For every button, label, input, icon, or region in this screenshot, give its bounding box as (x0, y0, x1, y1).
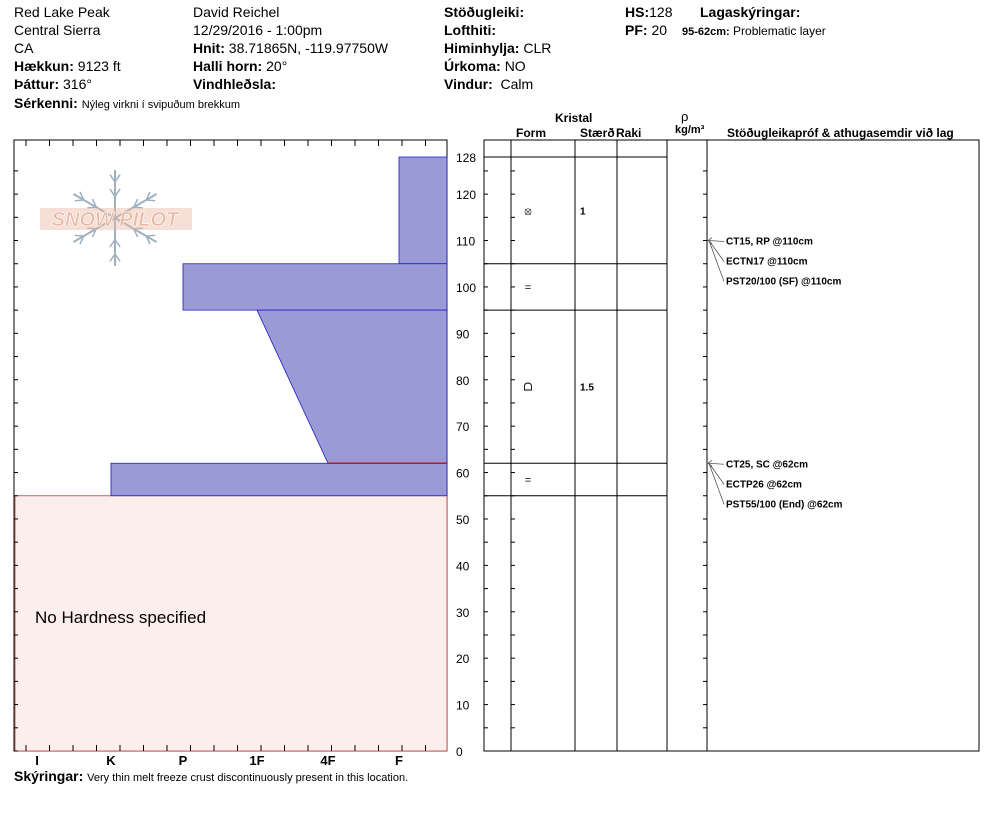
stability-test-0-2: PST20/100 (SF) @110cm (726, 276, 842, 288)
stability-test-1-0: CT25, SC @62cm (726, 459, 809, 471)
snowflake-branch (75, 235, 84, 236)
hardness-label-1f: 1F (249, 753, 265, 768)
hardness-label-p: P (178, 753, 188, 768)
elevation-label: Hækkun: (14, 58, 74, 74)
hardness-label-f: F (395, 753, 403, 768)
precip-value: NO (504, 58, 526, 74)
depth-tick-label: 40 (456, 559, 470, 574)
footer-notes-value: Very thin melt freeze crust discontinuously present in this location. (87, 772, 409, 784)
precip-label: Úrkoma: (444, 58, 501, 74)
hardness-layer-0 (399, 157, 447, 264)
slope-label: Halli horn: (193, 58, 263, 74)
snowflake-branch (146, 235, 155, 236)
wind-label: Vindur: (444, 76, 493, 92)
stability-test-0-0: CT15, RP @110cm (726, 236, 813, 248)
crystal-size-0: 1 (580, 206, 586, 218)
elevation-value: 9123 ft (77, 58, 121, 74)
hardness-panel (14, 140, 447, 768)
coordinates-label: Hnit: (193, 40, 225, 56)
test-leader (709, 241, 724, 282)
test-leader (709, 463, 724, 464)
footer-notes-label: Skýringar: (14, 768, 84, 784)
observation-datetime: 12/29/2016 - 1:00pm (193, 22, 323, 38)
depth-tick-label: 0 (456, 745, 463, 759)
snowflake-branch (87, 207, 96, 208)
stability-test-0-1: ECTN17 @110cm (726, 256, 808, 268)
stability-test-1-1: ECTP26 @62cm (726, 479, 802, 491)
specifics-value: Nýleg virkni í svipuðum brekkum (81, 99, 241, 111)
depth-axis (456, 151, 476, 759)
depth-tick-label: 110 (456, 234, 476, 249)
wind-value: Calm (500, 76, 534, 92)
depth-tick-label: 50 (456, 512, 470, 527)
stability-tests-header: Stöðugleikapróf & athugasemdir við lag (727, 126, 954, 140)
logo-text: SNOW PILOT (51, 209, 179, 231)
density-rho-header: ρ (681, 109, 689, 124)
depth-tick-label: 10 (456, 698, 470, 713)
layer-notes-label: Lagaskýringar: (700, 4, 801, 20)
hardness-label-4f: 4F (320, 753, 336, 768)
layer-note-range: 95-62cm: (682, 26, 730, 38)
table-frame (484, 140, 979, 751)
specifics-label: Sérkenni: (14, 95, 78, 111)
observer-name: David Reichel (193, 4, 280, 20)
crystal-header: Kristal (555, 111, 593, 125)
depth-tick-label: 20 (456, 652, 470, 667)
depth-tick-label: 100 (456, 280, 477, 295)
hardness-layer-1 (183, 264, 447, 310)
sky-label: Himinhylja: (444, 40, 520, 56)
form-header: Form (516, 126, 546, 140)
mountain-range: Central Sierra (14, 22, 101, 38)
crystal-size-2: 1.5 (580, 382, 594, 394)
depth-tick-label: 90 (456, 327, 470, 342)
crystal-form-2: ᗝ (523, 381, 533, 394)
aspect-value: 316° (63, 76, 92, 92)
snowflake-branch (134, 207, 143, 208)
crystal-form-0: ⦻ (524, 205, 532, 218)
pf-label: PF: (625, 22, 648, 38)
snowflake-branch (75, 200, 84, 201)
depth-tick-label: 70 (456, 420, 470, 435)
state: CA (14, 40, 34, 56)
hs-value: 128 (649, 4, 673, 20)
test-leader (709, 241, 724, 262)
depth-tick-label: 60 (456, 466, 470, 481)
snowflake-branch (146, 200, 155, 201)
hardness-layer-3 (111, 463, 447, 495)
density-unit-header: kg/m³ (675, 124, 705, 136)
hardness-label-i: I (35, 753, 39, 768)
depth-tick-label: 80 (456, 373, 470, 388)
test-leader (709, 463, 724, 504)
crystal-form-1: = (524, 281, 532, 294)
coordinates-value: 38.71865N, -119.97750W (228, 40, 389, 56)
stability-label: Stöðugleiki: (444, 4, 525, 20)
test-leader (709, 463, 724, 484)
hardness-label-k: K (106, 753, 116, 768)
size-header: Stærð (580, 126, 615, 140)
stability-test-1-2: PST55/100 (End) @62cm (726, 499, 843, 511)
crystal-form-3: = (524, 474, 532, 487)
test-leader (709, 241, 724, 242)
pf-value: 20 (651, 22, 668, 38)
layer-table (484, 140, 979, 751)
depth-tick-label: 120 (456, 188, 477, 203)
hs-label: HS: (625, 4, 650, 20)
location-name: Red Lake Peak (14, 4, 110, 20)
wind-loading-label: Vindhleðsla: (193, 76, 276, 92)
air-temp-label: Lofthiti: (444, 22, 497, 38)
depth-tick-label: 30 (456, 605, 470, 620)
layer-note-text: Problematic layer (733, 24, 826, 38)
depth-tick-label: 128 (456, 151, 477, 165)
sky-value: CLR (523, 40, 552, 56)
aspect-label: Þáttur: (14, 76, 60, 92)
slope-value: 20° (266, 58, 288, 74)
no-hardness-label: No Hardness specified (35, 608, 207, 627)
moisture-header: Raki (616, 126, 642, 140)
